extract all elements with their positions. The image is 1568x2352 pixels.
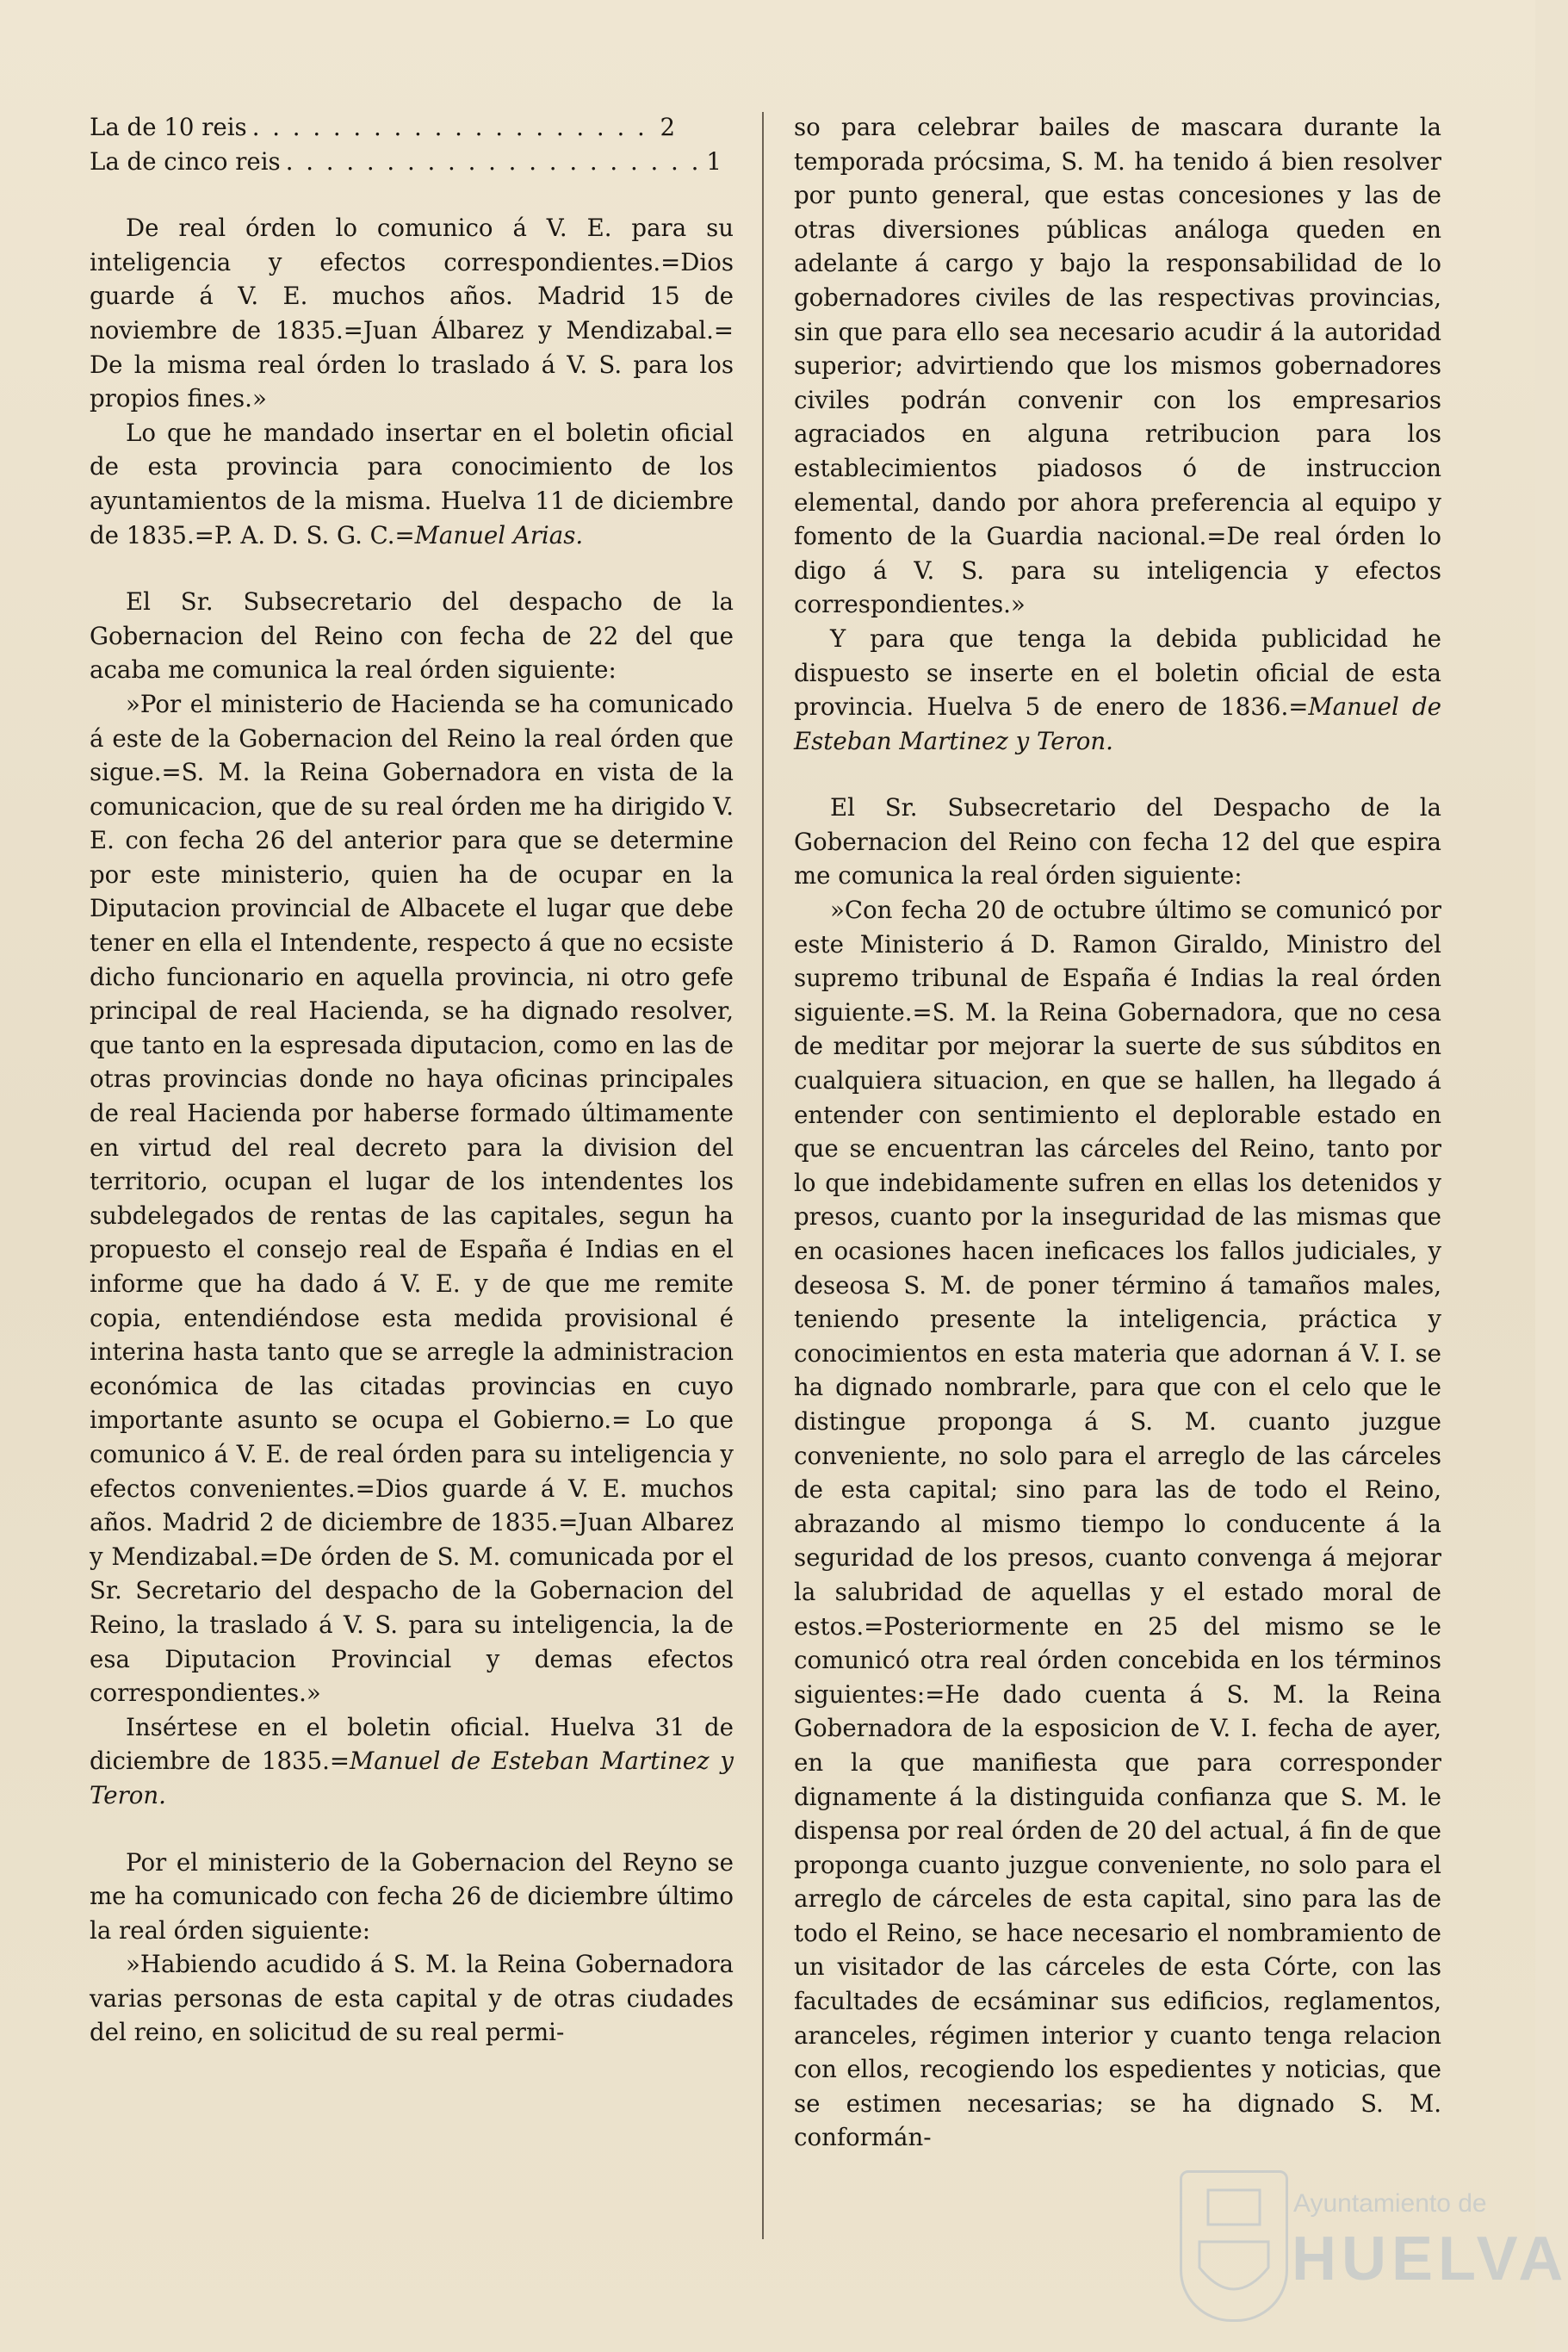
paragraph: so para celebrar bailes de mascara durante la temporada prócsima, S. M. ha tenido á bien resolver por punto general, que estas concesiones y las de otras diversiones públicas análoga queden en adelante á cargo y bajo la responsabilidad de lo gobernadores civiles de las respectivas provincias, sin que para ello sea necesario acudir á la autoridad superior; advirtiendo que los mismos gobernadores civiles podrán convenir con los empresarios agraciados en alguna retribucion para los establecimientos piadosos ó de instruccion elemental, dando por ahora preferencia al equipo y fomento de la Guardia nacional.=De real órden lo digo á V. S. para su inteligencia y efectos correspondientes.» (794, 113, 1441, 619)
paragraph-text: Lo que he mandado insertar en el boletin oficial de esta provincia para conocimiento de los ayuntamientos de la misma. Huelva 11 de diciembre de 1835.=P. A. D. S. G. C.= (90, 418, 734, 549)
paragraph (90, 1710, 734, 1813)
paragraph: Por el ministerio de la Gobernacion del Reyno se me ha comunicado con fecha 26 de diciembre último la real órden siguiente: (90, 1847, 734, 1945)
left-column (90, 110, 734, 2050)
paragraph: »Con fecha 20 de octubre último se comunicó por este Ministerio á D. Ramon Giraldo, Ministro del supremo tribunal de España é Indias la real órden siguiente.=S. M. la Reina Gobernadora, que no cesa de meditar por mejorar la suerte de sus súbditos en cualquiera situacion, en que se hallen, ha llegado á entender con sentimiento el deplorable estado en que se encuentran las cárceles del Reino, tanto por lo que indebidamente sufren en ellas los detenidos y presos, cuanto por la inseguridad de las mismas que en ocasiones hacen ineficaces los fallos judiciales, y deseosa S. M. de poner término á tamaños males, teniendo presente la inteligencia, práctica y conocimientos en esta materia que adornan á V. I. se ha dignado nombrarle, para que con el celo que le distingue proponga á S. M. cuanto juzgue conveniente, no solo para el arreglo de las cárceles de esta capital; sino para las de todo el Reino, abrazando al mismo tiempo lo conducente á la seguridad de los presos, cuanto convenga á mejorar la salubridad de aquellas y el estado moral de estos.=Posteriormente en 25 del mismo se le comunicó otra real órden concebida en los términos siguientes:=He dado cuenta á S. M. la Reina Gobernadora de la esposicion de V. I. fecha de ayer, en la que manifiesta que para corresponder dignamente á la distinguida confianza que S. M. le dispensa por real órden de 20 del actual, á fin de que proponga cuanto juzgue conveniente, no solo para el arreglo de cárceles de esta capital, sino para las de todo el Reino, se hace necesario el nombramiento de un visitador de las cárceles de esta Córte, con las facultades de ecsáminar sus edificios, reglamentos, aranceles, régimen interior y cuanto tenga relacion con ellos, recogiendo los espedientes y noticias, que se estimen necesarias; se ha dignado S. M. conformán- (794, 896, 1441, 2152)
coat-of-arms-icon (1180, 2170, 1288, 2322)
table-row-label: La de cinco reis (90, 146, 281, 176)
paragraph: »Por el ministerio de Hacienda se ha comunicado á este de la Gobernacion del Reino la real órden que sigue.=S. M. la Reina Gobernadora en vista de la comunicacion, que de su real órden me ha dirigido V. E. con fecha 26 del anterior para que se determine por este ministerio, quien ha de ocupar en la Diputacion provincial de Albacete el lugar que debe tener en ella el Intendente, respecto á que no ecsiste dicho funcionario en aquella provincia, ni otro gefe principal de real Hacienda, se ha dignado resolver, que tanto en la espresada diputacion, como en las de otras provincias donde no haya oficinas principales de real Hacienda por haberse formado últimamente en virtud del real decreto para la division del territorio, ocupan el lugar de los intendentes los subdelegados de rentas de las capitales, segun ha propuesto el consejo real de España é Indias en el informe que ha dado á V. E. y de que me remite copia, entendiéndose esta medida provisional é interina hasta tanto que se arregle la administracion económica de las citadas provincias en cuyo importante asunto se ocupa el Gobierno.= Lo que comunico á V. E. de real órden para su inteligencia y efectos convenientes.=Dios guarde á V. E. muchos años. Madrid 2 de diciembre de 1835.=Juan Albarez y Mendizabal.=De órden de S. M. comunicada por el Sr. Secretario del despacho de la Gobernacion del Reino, la traslado á V. S. para su inteligencia, la de esa Diputacion Provincial y demas efectos correspondientes.» (90, 689, 734, 1708)
paragraph: De real órden lo comunico á V. E. para su inteligencia y efectos correspondientes.=Dios guarde á V. E. muchos años. Madrid 15 de noviembre de 1835.=Juan Álbarez y Mendizabal.= De la misma real órden lo traslado á V. S. para los propios fines.» (90, 214, 734, 413)
right-column (794, 110, 1441, 2155)
dot-leader: . . . . . . . . . . . . . . . . . . . . . (285, 146, 702, 176)
paragraph (794, 622, 1441, 758)
signature: Manuel de Esteban Martinez y Teron. (794, 692, 1441, 755)
paragraph (90, 416, 734, 552)
table-row-value: 1 (706, 146, 722, 176)
paragraph: El Sr. Subsecretario del despacho de la Gobernacion del Reino con fecha de 22 del que acaba me comunica la real órden siguiente: (90, 587, 734, 685)
signature: Manuel Arias. (414, 520, 584, 549)
paragraph: »Habiendo acudido á S. M. la Reina Gobernadora varias personas de esta capital y de otras ciudades del reino, en solicitud de su real permi- (90, 1950, 734, 2047)
dot-leader: . . . . . . . . . . . . . . . . . . . . (251, 113, 648, 141)
watermark-line1: Ayuntamiento de (1293, 2189, 1487, 2218)
table-row (90, 145, 722, 179)
signature: Manuel de Esteban Martinez y Teron. (90, 1747, 734, 1809)
table-row-value: 2 (660, 113, 675, 141)
table-row-label: La de 10 reis (90, 113, 247, 141)
paragraph-text: Insértese en el boletin oficial. Huelva 31 de diciembre de 1835.= (90, 1712, 734, 1776)
watermark (1180, 2170, 1568, 2325)
paragraph-text: Y para que tenga la debida publicidad he dispuesto se inserte en el boletin oficial de esta provincia. Huelva 5 de enero de 1836.= (794, 624, 1441, 722)
paragraph: El Sr. Subsecretario del Despacho de la Gobernacion del Reino con fecha 12 del que espira me comunica la real órden siguiente: (794, 793, 1441, 891)
watermark-line2: HUELVA (1292, 2225, 1568, 2293)
table-row (90, 110, 675, 145)
column-divider (762, 112, 764, 2239)
